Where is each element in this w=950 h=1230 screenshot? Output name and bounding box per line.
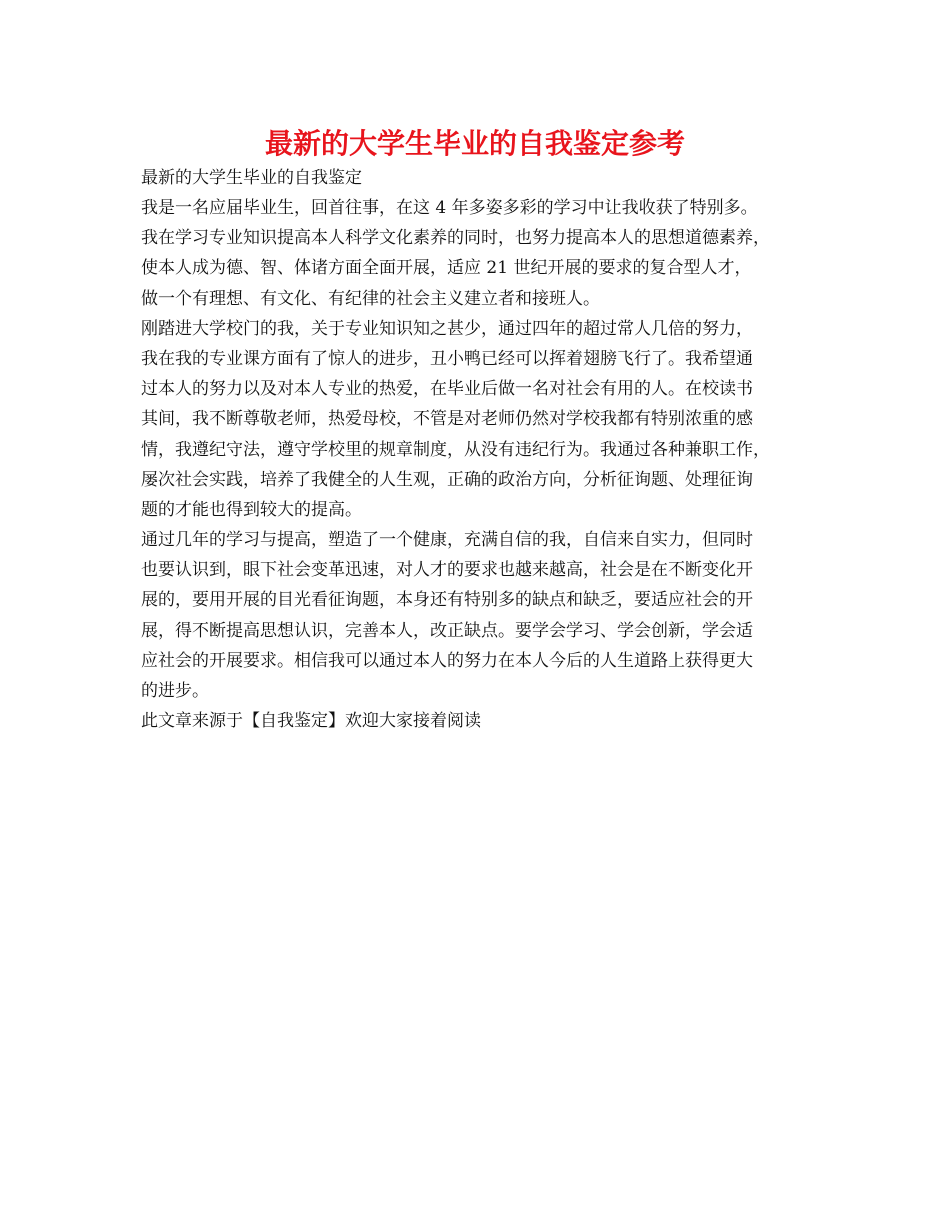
- body-line: 也要认识到，眼下社会变革迅速，对人才的要求也越来越高，社会是在不断变化开: [141, 560, 753, 581]
- body-line: 展，得不断提高思想认识，完善本人，改正缺点。要学会学习、学会创新，学会适: [141, 620, 753, 641]
- body-line: 题的才能也得到较大的提高。: [141, 499, 362, 520]
- body-line: 情，我遵纪守法，遵守学校里的规章制度，从没有违纪行为。我通过各种兼职工作，: [141, 439, 770, 460]
- body-line: 的进步。: [141, 681, 209, 701]
- document-body: [141, 164, 821, 736]
- body-line: 我在我的专业课方面有了惊人的进步，丑小鸭已经可以挥着翅膀飞行了。我希望通: [141, 348, 753, 369]
- document-subtitle: 最新的大学生毕业的自我鉴定: [141, 168, 362, 188]
- source-note: 此文章来源于【自我鉴定】欢迎大家接着阅读: [141, 711, 481, 732]
- body-line: 使本人成为德、智、体诸方面全面开展，适应 21 世纪开展的要求的复合型人才，: [141, 258, 752, 279]
- body-line: 我在学习专业知识提高本人科学文化素养的同时，也努力提高本人的思想道德素养，: [141, 228, 770, 249]
- body-line: 屡次社会实践，培养了我健全的人生观，正确的政治方向，分析征询题、处理征询: [141, 469, 753, 490]
- body-line: 通过几年的学习与提高，塑造了一个健康，充满自信的我，自信来自实力，但同时: [141, 530, 753, 551]
- body-line: 刚踏进大学校门的我，关于专业知识知之甚少，通过四年的超过常人几倍的努力，: [141, 318, 753, 339]
- body-line: 我是一名应届毕业生，回首往事，在这 4 年多姿多彩的学习中让我收获了特别多。: [141, 198, 758, 218]
- body-line: 应社会的开展要求。相信我可以通过本人的努力在本人今后的人生道路上获得更大: [141, 650, 753, 671]
- body-line: 做一个有理想、有文化、有纪律的社会主义建立者和接班人。: [141, 288, 600, 309]
- body-line: 过本人的努力以及对本人专业的热爱，在毕业后做一名对社会有用的人。在校读书: [141, 379, 753, 400]
- body-line: 展的，要用开展的目光看征询题，本身还有特别多的缺点和缺乏，要适应社会的开: [141, 590, 753, 611]
- document-title: 最新的大学生毕业的自我鉴定参考: [264, 127, 685, 160]
- body-line: 其间，我不断尊敬老师，热爱母校，不管是对老师仍然对学校我都有特别浓重的感: [141, 409, 753, 430]
